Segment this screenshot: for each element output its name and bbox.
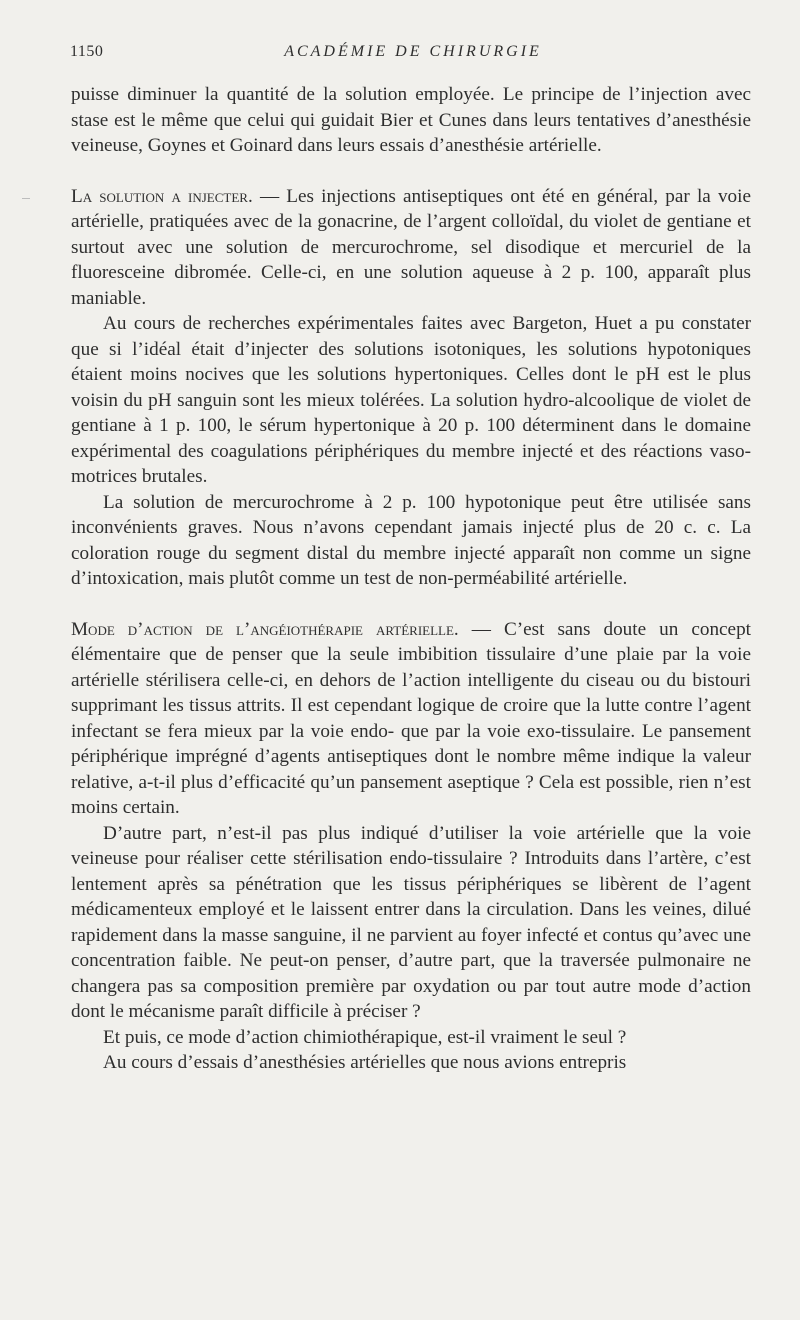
margin-mark <box>22 198 30 199</box>
page-header <box>70 43 756 67</box>
paragraph-6: D’autre part, n’est-il pas plus indiqué d’utiliser la voie artérielle que la voie veineuse pour réaliser cette stérilisation endo-tissulaire ? Introduits dans l’artère, c’est lentement après sa pénétration que les tissus périphériques se libèrent de l’agent médicamenteux employé et le laissent entrer dans la circulation. Dans les veines, dilué rapidement dans la masse sanguine, il ne parvient au foyer infecté et contus qu’avec une concentration faible. Ne peut-on penser, d’autre part, que la traversée pulmonaire ne changera pas sa composition première par oxydation ou par tout autre mode d’action dont le mécanisme paraît difficile à préciser ? <box>71 822 751 1022</box>
paragraph-2-text: — Les injections antiseptiques ont été en général, par la voie artérielle, pratiquées avec de la gonacrine, de l’argent colloïdal, du violet de gentiane et surtout avec une solution de mercurochrome, sel disodique et mercuriel de la fluoresceine dibromée. Celle-ci, en une solution aqueuse à 2 p. 100, apparaît plus maniable. <box>71 185 751 309</box>
paragraph-4: La solution de mercurochrome à 2 p. 100 hypotonique peut être utilisée sans inconvénients graves. Nous n’avons cependant jamais injecté plus de 20 c. c. La coloration rouge du segment distal du membre injecté apparaît non comme un signe d’intoxication, mais plutôt comme un test de non-perméabilité artérielle. <box>71 491 751 589</box>
article-body <box>71 82 751 1076</box>
running-title: ACADÉMIE DE CHIRURGIE <box>284 43 542 60</box>
paragraph-5-text: — C’est sans doute un concept élémentaire que de penser que la seule imbibition tissulaire d’une plaie par la voie artérielle stérilisera celle-ci, en dehors de l’action intelligente du ciseau ou du bistouri supprimant les tissus attrits. Il est cependant logique de croire que la lutte contre l’agent infectant se fera mieux par la voie endo- que par la voie exo-tissulaire. Le pansement périphérique imprégné d’agents antiseptiques dont le nombre même indique la valeur relative, a-t-il plus d’efficacité qu’un pansement aseptique ? Cela est possible, rien n’est moins certain. <box>71 618 751 818</box>
paragraph-1: puisse diminuer la quantité de la solution employée. Le principe de l’injection avec stase est le même que celui qui guidait Bier et Cunes dans leurs tentatives d’anesthésie veineuse, Goynes et Goinard dans leurs essais d’anesthésie artérielle. <box>71 84 751 156</box>
section-heading-solution: La solution a injecter. <box>71 185 253 207</box>
paragraph-7: Et puis, ce mode d’action chimiothérapique, est-il vraiment le seul ? <box>103 1026 627 1048</box>
paragraph-5 <box>71 617 751 821</box>
section-gap <box>71 159 751 184</box>
paragraph-2 <box>71 184 751 312</box>
section-heading-mode-action: Mode d’action de l’angéiothérapie artérielle. <box>71 618 459 640</box>
paragraph-3: Au cours de recherches expérimentales faites avec Bargeton, Huet a pu constater que si l’idéal était d’injecter des solutions isotoniques, les solutions hypotoniques étaient moins nocives que les solutions hypertoniques. Celles dont le pH est le plus voisin du pH sanguin sont les mieux tolérées. La solution hydro-alcoolique de violet de gentiane à 1 p. 100, le sérum hypertonique à 20 p. 100 déterminent dans le domaine expérimental des coagulations périphériques du membre injecté et des réactions vaso-motrices brutales. <box>71 313 751 487</box>
paragraph-8: Au cours d’essais d’anesthésies artérielles que nous avions entrepris <box>103 1052 627 1073</box>
section-gap <box>71 592 751 617</box>
page-number: 1150 <box>70 43 104 60</box>
